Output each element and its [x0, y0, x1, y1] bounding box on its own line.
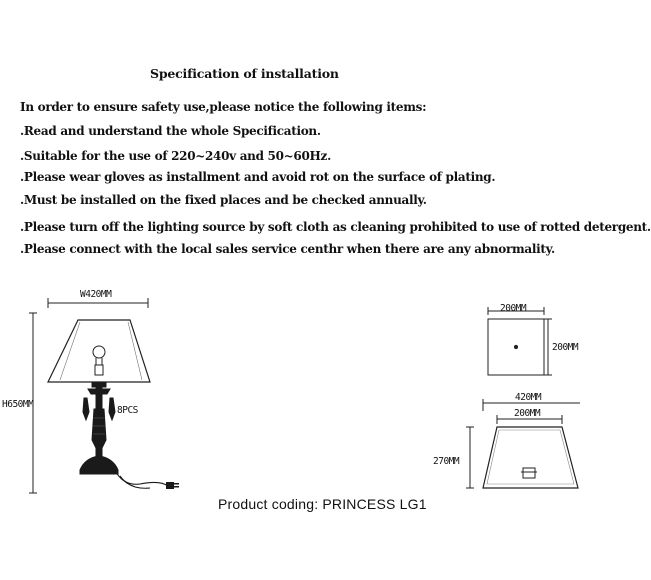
plug	[166, 482, 179, 489]
lamp-body	[80, 382, 118, 474]
top-view-depth-label: 200MM	[552, 342, 579, 353]
instruction-item: .Please connect with the local sales service centhr when there are any abnormality.	[20, 242, 555, 256]
shade-top-width-label: 200MM	[514, 408, 541, 419]
power-cord	[116, 472, 168, 488]
product-coding: Product coding: PRINCESS LG1	[218, 496, 427, 512]
lamp-width-label: W420MM	[80, 289, 112, 300]
instruction-item: .Please turn off the lighting source by soft cloth as cleaning prohibited to use of rotted detergent.	[20, 220, 651, 234]
instruction-item: .Must be installed on the fixed places and be checked annually.	[20, 193, 427, 207]
instruction-item: .Suitable for the use of 220~240v and 50~60Hz.	[20, 149, 331, 163]
lamp-bulb	[93, 346, 105, 375]
shade-bottom-width-label: 420MM	[515, 392, 542, 403]
page-title: Specification of installation	[150, 66, 339, 81]
instruction-item: .Read and understand the whole Specification.	[20, 124, 321, 138]
lamp-shade-outline	[48, 320, 150, 382]
shade-height-label: 270MM	[433, 456, 460, 467]
top-view	[488, 307, 552, 375]
lamp-height-label: H650MM	[2, 399, 34, 410]
crystals-label: 8PCS	[117, 405, 138, 416]
instruction-item: .Please wear gloves as installment and avoid rot on the surface of plating.	[20, 170, 496, 184]
instruction-intro: In order to ensure safety use,please notice the following items:	[20, 100, 427, 114]
top-view-width-label: 200MM	[500, 303, 527, 314]
